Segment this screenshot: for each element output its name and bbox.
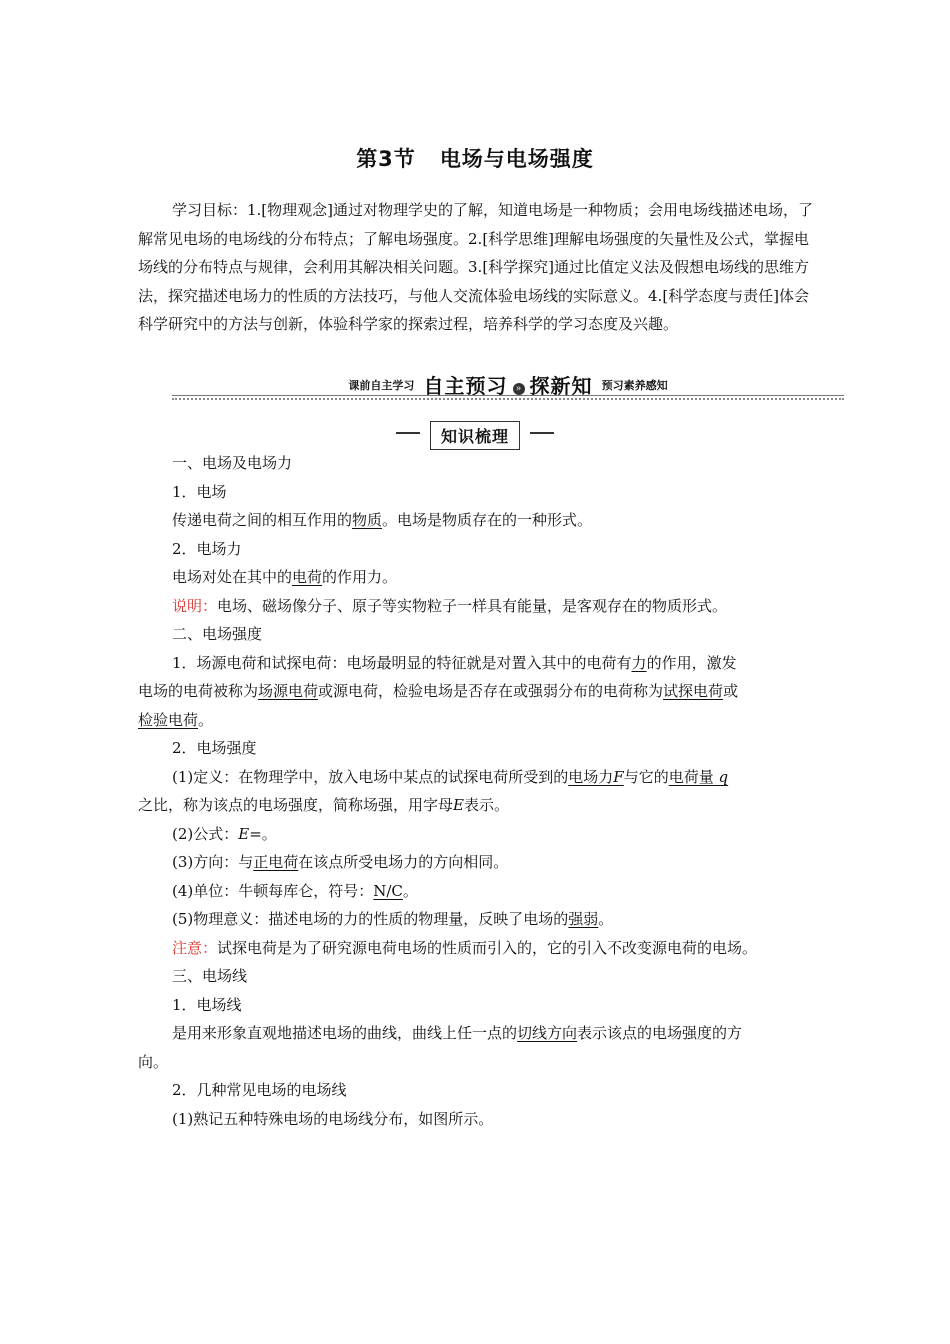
paragraph-field-definition: 传递电荷之间的相互作用的物质。电场是物质存在的一种形式。 bbox=[172, 511, 593, 529]
banner-right-label: 预习素养感知 bbox=[601, 379, 668, 392]
section-label bbox=[0, 421, 950, 450]
unit-line: (4)单位：牛顿每库仑，符号：N/C。 bbox=[172, 882, 418, 900]
heading-field-lines: 三、电场线 bbox=[172, 967, 248, 985]
section-title: 电场与电场强度 bbox=[439, 147, 594, 171]
banner-left-label: 课前自主学习 bbox=[348, 379, 415, 392]
paragraph-source-test-charge-2: 电场的电荷被称为场源电荷或源电荷，检验电场是否存在或强弱分布的电荷称为试探电荷或 bbox=[138, 682, 739, 700]
definition-line-1: (1)定义：在物理学中，放入电场中某点的试探电荷所受到的电场力F与它的电荷量 q bbox=[172, 768, 729, 786]
subheading-field-lines: 1．电场线 bbox=[172, 996, 242, 1014]
paragraph-source-test-charge-3: 检验电荷。 bbox=[138, 711, 214, 729]
subheading-common-fields: 2．几种常见电场的电场线 bbox=[172, 1081, 347, 1099]
heading-electric-field: 一、电场及电场力 bbox=[172, 454, 293, 472]
preview-banner bbox=[172, 370, 844, 404]
meaning-line: (5)物理意义：描述电场的力的性质的物理量，反映了电场的强弱。 bbox=[172, 910, 614, 928]
section-label-text: 知识梳理 bbox=[430, 421, 520, 450]
formula-line: (2)公式：E=。 bbox=[172, 825, 277, 843]
heading-field-strength: 二、电场强度 bbox=[172, 625, 263, 643]
paragraph-five-fields: (1)熟记五种特殊电场的电场线分布，如图所示。 bbox=[172, 1110, 494, 1128]
section-number: 第3节 bbox=[356, 147, 416, 171]
paragraph-field-force: 电场对处在其中的电荷的作用力。 bbox=[172, 568, 398, 586]
note-attention: 注意：试探电荷是为了研究源电荷电场的性质而引入的，它的引入不改变源电荷的电场。 bbox=[172, 939, 758, 957]
paragraph-field-lines-1: 是用来形象直观地描述电场的曲线，曲线上任一点的切线方向表示该点的电场强度的方 bbox=[172, 1024, 743, 1042]
banner-title-1: 自主预习 bbox=[423, 374, 508, 398]
banner-divider bbox=[172, 395, 844, 396]
subheading-field: 1．电场 bbox=[172, 483, 227, 501]
paragraph-source-test-charge-1: 1．场源电荷和试探电荷：电场最明显的特征就是对置入其中的电荷有力的作用，激发 bbox=[172, 654, 737, 672]
definition-line-2: 之比，称为该点的电场强度，简称场强，用字母E表示。 bbox=[138, 796, 509, 814]
subheading-strength: 2．电场强度 bbox=[172, 739, 257, 757]
paragraph-field-lines-2: 向。 bbox=[138, 1053, 169, 1071]
double-arrow-icon: » bbox=[513, 383, 525, 395]
page-title bbox=[0, 143, 950, 173]
direction-line: (3)方向：与正电荷在该点所受电场力的方向相同。 bbox=[172, 853, 509, 871]
banner-dotted-divider bbox=[172, 398, 844, 400]
note-explanation: 说明：电场、磁场像分子、原子等实物粒子一样具有能量，是客观存在的物质形式。 bbox=[172, 597, 728, 615]
learning-objectives: 学习目标：1.[物理观念]通过对物理学史的了解，知道电场是一种物质；会用电场线描述电场，了解常见电场的电场线的分布特点；了解电场强度。2.[科学思维]理解电场强度的矢量性及公式，掌握电场线的分布特点与规律，会利用其解决相关问题。3.[科学探究]通过比值定义法及假想电场线的思维方法，探究描述电场力的性质的方法技巧，与他人交流体验电场线的实际意义。4.[科学态度与责任]体会科学研究中的方法与创新，体验科学家的探索过程，培养科学的学习态度及兴趣。 bbox=[138, 201, 814, 333]
banner-title-2: 探新知 bbox=[529, 374, 593, 398]
subheading-field-force: 2．电场力 bbox=[172, 540, 242, 558]
